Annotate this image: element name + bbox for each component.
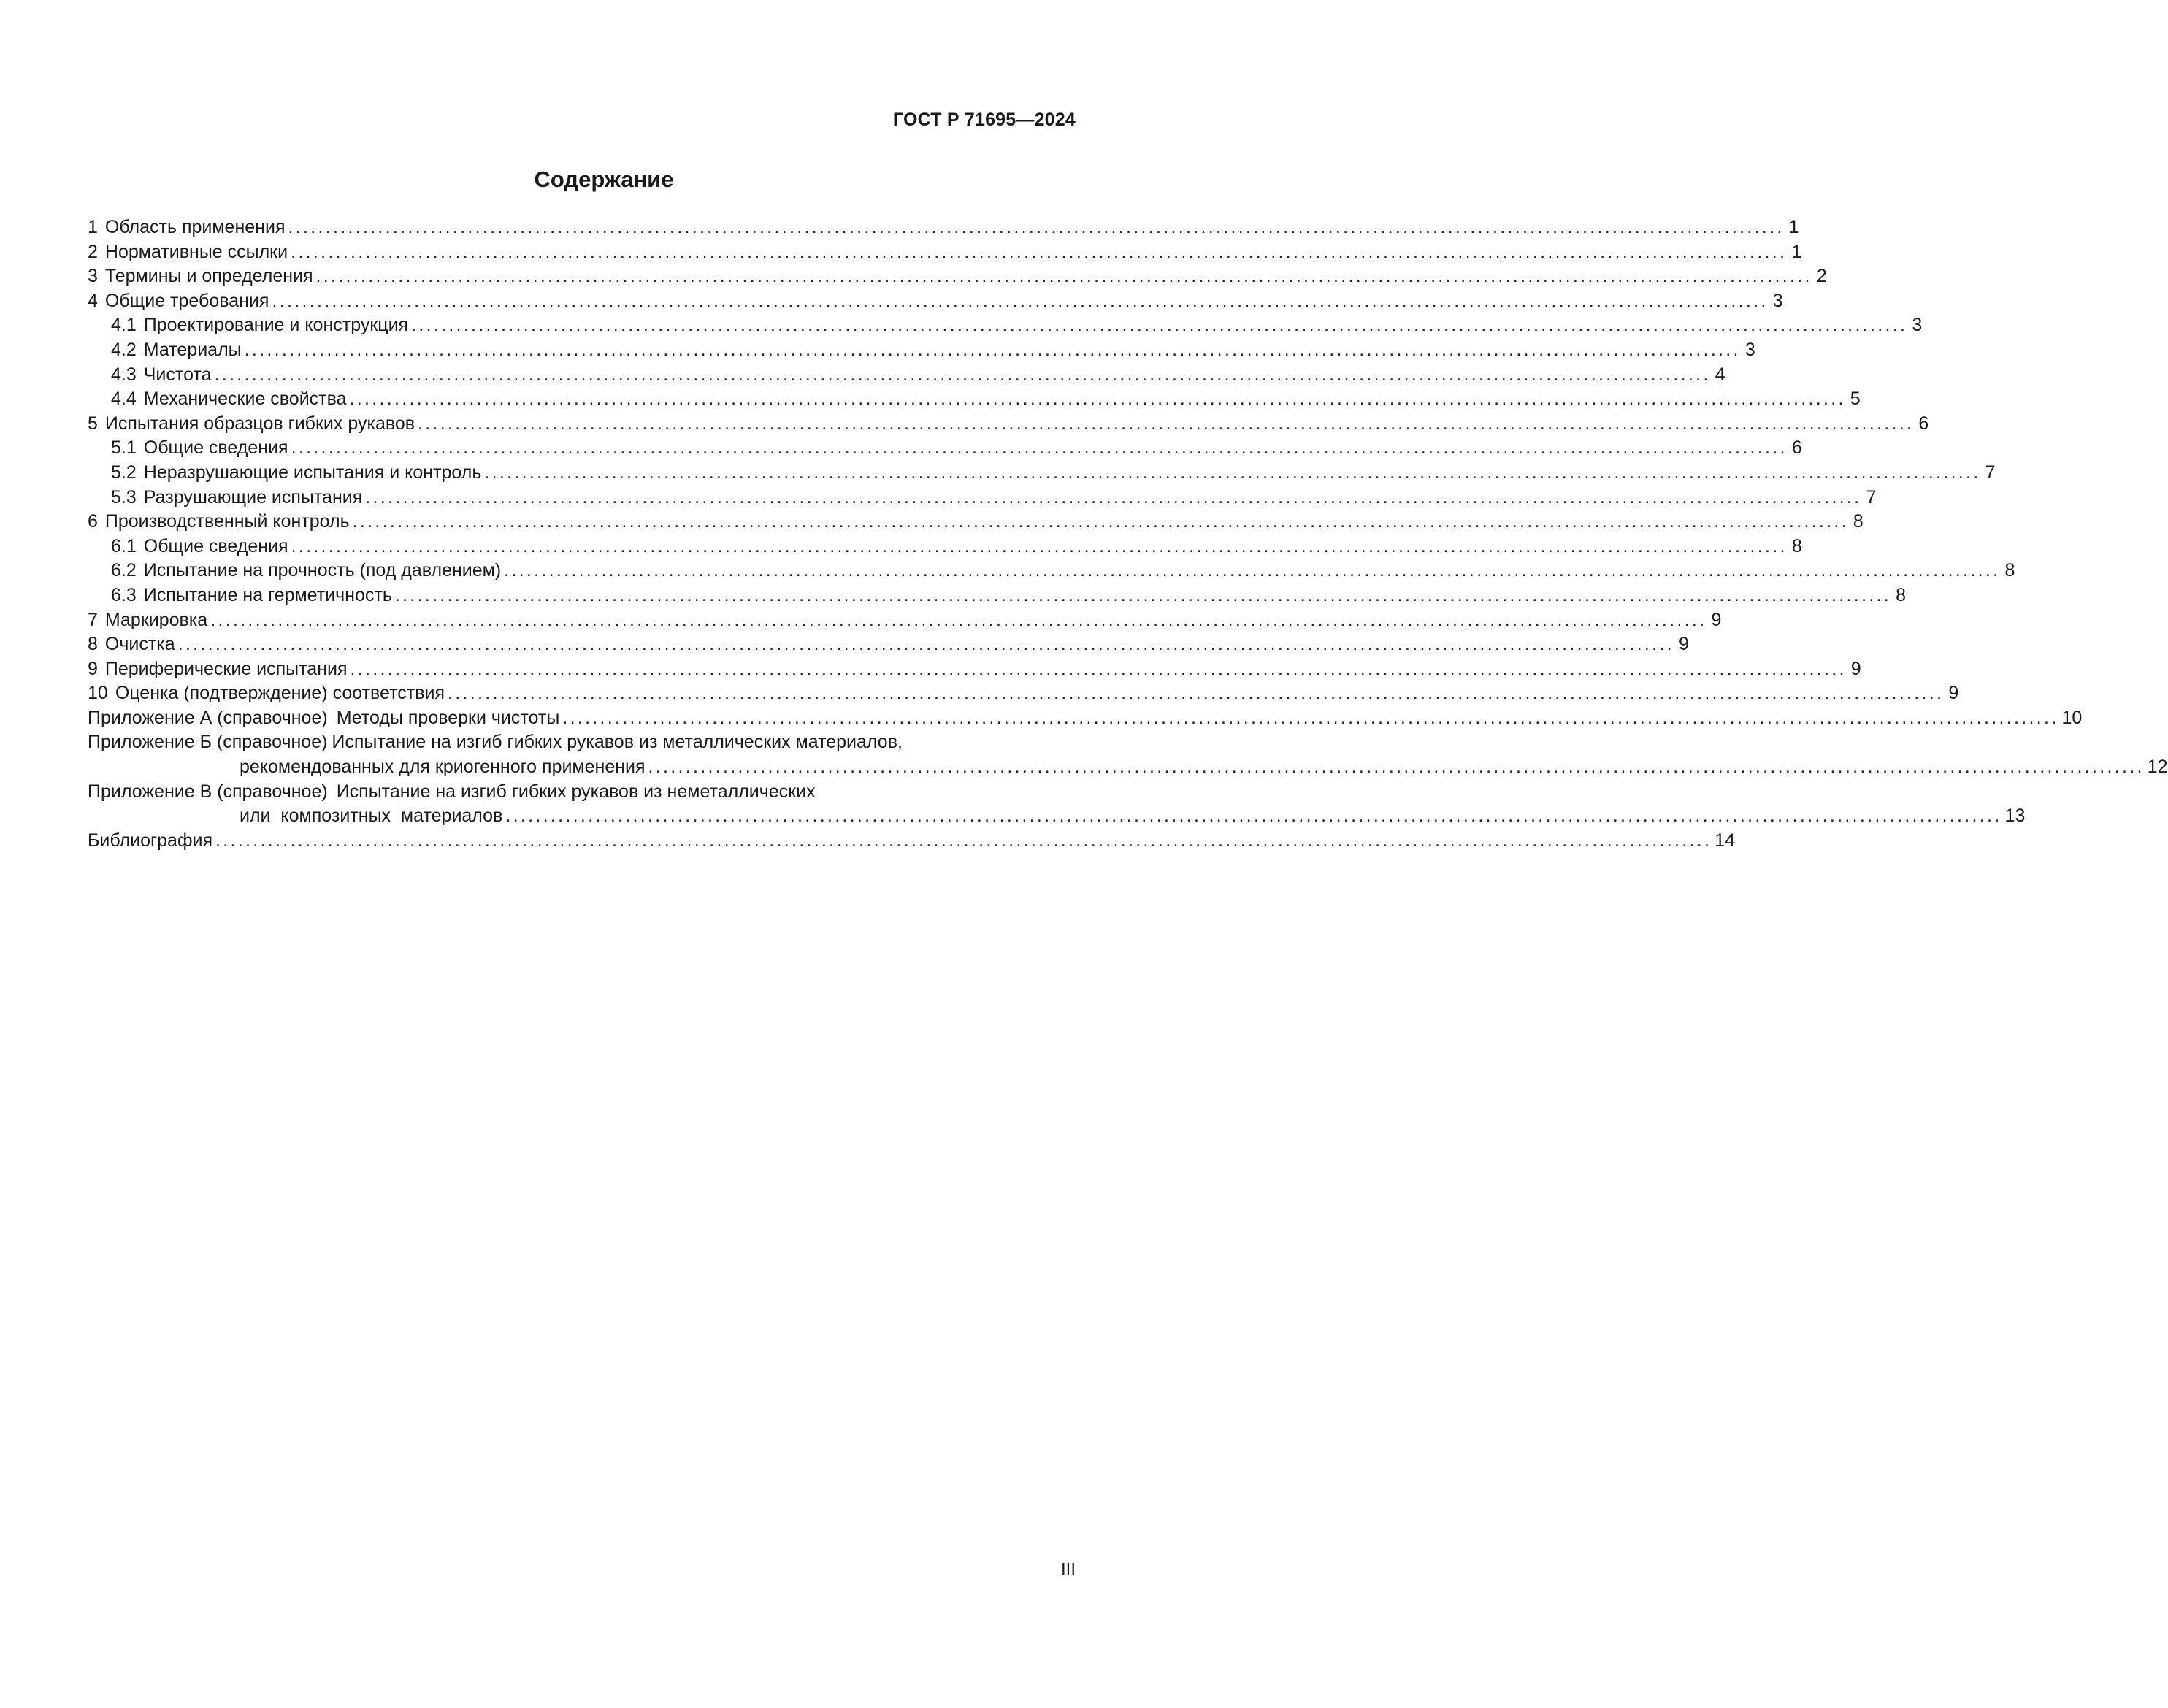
toc-entry-4-1[interactable] [88, 313, 1923, 338]
toc-entry-number: 5 [88, 413, 98, 434]
toc-entry-7[interactable] [88, 608, 1722, 633]
toc-entry-page: 9 [1850, 658, 1861, 679]
toc-entry-number: 4 [88, 290, 98, 311]
toc-entry-8[interactable] [88, 632, 1689, 657]
toc-entry-10[interactable] [88, 681, 1959, 706]
toc-entry-page: 3 [1772, 290, 1783, 311]
toc-entry-title-line1: Испытание на изгиб гибких рукавов из металлических материалов, [332, 732, 903, 753]
dot-leader: ........................................................................................................................................................................................................ [210, 609, 1707, 630]
toc-entry-page: 8 [1853, 511, 1864, 532]
toc-entry-title: Очистка [104, 634, 175, 655]
toc-entry-title: Неразрушающие испытания и контроль [143, 462, 482, 483]
toc-entry-page: 9 [1711, 609, 1722, 630]
toc-entry-title-line2: рекомендованных для криогенного применения [240, 757, 646, 778]
table-of-contents [88, 215, 2168, 853]
dot-leader: ........................................................................................................................................................................................................ [484, 462, 1981, 483]
toc-entry-title: Периферические испытания [104, 658, 348, 679]
toc-entry-title: Разрушающие испытания [143, 486, 363, 508]
dot-leader: ........................................................................................................................................................................................................ [394, 584, 1892, 605]
toc-entry-title: Испытание на герметичность [143, 584, 392, 605]
toc-entry-number: 6.3 [111, 584, 137, 605]
toc-entry-3[interactable] [88, 264, 1827, 289]
document-code: ГОСТ Р 71695—2024 [892, 110, 1076, 130]
dot-leader: ........................................................................................................................................................................................................ [288, 217, 1785, 237]
toc-entry-page: 9 [1678, 634, 1689, 655]
toc-entry-title-line2: или композитных материалов [240, 805, 503, 827]
dot-leader: ........................................................................................................................................................................................................ [349, 388, 1846, 410]
dot-leader: ........................................................................................................................................................................................................ [504, 560, 2001, 581]
dot-leader: ........................................................................................................................................................................................................ [291, 241, 1788, 262]
dot-leader: ........................................................................................................................................................................................................ [418, 413, 1915, 434]
toc-entry-number: 6.2 [111, 560, 137, 581]
dot-leader: ........................................................................................................................................................................................................ [291, 535, 1788, 556]
dot-leader: ........................................................................................................................................................................................................ [365, 486, 1862, 508]
toc-entry-page: 7 [1866, 486, 1877, 508]
toc-entry-title: Чистота [143, 364, 212, 385]
dot-leader: ........................................................................................................................................................................................................ [648, 757, 2145, 778]
toc-entry-title: Испытание на прочность (под давлением) [143, 560, 502, 581]
toc-entry-title: Материалы [143, 339, 242, 360]
toc-entry-5[interactable] [88, 412, 1929, 437]
toc-entry-number: 7 [88, 609, 98, 630]
dot-leader: ........................................................................................................................................................................................................ [291, 437, 1788, 459]
dot-leader: ........................................................................................................................................................................................................ [562, 707, 2059, 728]
toc-entry-page: 3 [1744, 339, 1755, 360]
toc-entry-title: Маркировка [104, 609, 208, 630]
toc-entry-number: 1 [88, 217, 98, 237]
page-number: III [1060, 1560, 1076, 1579]
dot-leader: ........................................................................................................................................................................................................ [215, 830, 1712, 851]
toc-entry-title: Нормативные ссылки [104, 241, 288, 262]
dot-leader: ........................................................................................................................................................................................................ [411, 315, 1908, 336]
toc-entry-title: Общие сведения [143, 437, 288, 459]
toc-entry-title: Термины и определения [104, 266, 313, 287]
dot-leader: ........................................................................................................................................................................................................ [177, 634, 1674, 655]
dot-leader: ........................................................................................................................................................................................................ [505, 805, 2002, 827]
toc-entry-4[interactable] [88, 289, 1783, 314]
appendix-label: Приложение В (справочное) [88, 781, 328, 802]
toc-entry-number: 5.3 [111, 486, 137, 508]
toc-entry-title: Механические свойства [143, 388, 347, 410]
toc-appendix-b[interactable] [88, 730, 2168, 779]
toc-entry-number: 3 [88, 266, 98, 287]
toc-entry-page: 6 [1791, 437, 1802, 459]
toc-entry-page: 8 [1896, 584, 1907, 605]
toc-entry-page: 2 [1816, 266, 1827, 287]
toc-entry-1[interactable] [88, 215, 1799, 240]
dot-leader: ........................................................................................................................................................................................................ [214, 364, 1711, 385]
toc-entry-title: Общие сведения [143, 535, 288, 556]
toc-entry-number: 4.4 [111, 388, 137, 410]
dot-leader: ........................................................................................................................................................................................................ [350, 658, 1847, 679]
toc-entry-number: 6 [88, 511, 98, 532]
toc-entry-page: 13 [2004, 805, 2026, 827]
toc-entry-title: Проектирование и конструкция [143, 315, 409, 336]
toc-entry-number: 4.2 [111, 339, 137, 360]
toc-entry-number: 9 [88, 658, 98, 679]
toc-entry-page: 8 [2004, 560, 2015, 581]
dot-leader: ........................................................................................................................................................................................................ [352, 511, 1849, 532]
toc-entry-page: 14 [1715, 830, 1736, 851]
toc-entry-title: Испытания образцов гибких рукавов [104, 413, 415, 434]
dot-leader: ........................................................................................................................................................................................................ [448, 683, 1945, 704]
toc-entry-title: Общие требования [104, 290, 269, 311]
toc-entry-number: 5.1 [111, 437, 137, 459]
dot-leader: ........................................................................................................................................................................................................ [244, 339, 1741, 360]
toc-appendix-v[interactable] [88, 780, 2026, 829]
toc-entry-page: 5 [1850, 388, 1861, 410]
toc-entry-9[interactable] [88, 657, 1861, 682]
toc-entry-page: 9 [1948, 683, 1959, 704]
toc-entry-title-line1: Испытание на изгиб гибких рукавов из неметаллических [336, 781, 816, 802]
appendix-label: Приложение А (справочное) [88, 707, 328, 728]
toc-entry-title: Библиография [88, 830, 213, 851]
toc-entry-2[interactable] [88, 240, 1802, 265]
toc-entry-page: 7 [1985, 462, 1996, 483]
toc-entry-6[interactable] [88, 510, 1864, 535]
toc-entry-title: Методы проверки чистоты [336, 707, 560, 728]
toc-entry-title: Производственный контроль [104, 511, 350, 532]
toc-entry-page: 1 [1791, 241, 1802, 262]
toc-title: Содержание [534, 166, 674, 192]
toc-entry-number: 10 [88, 683, 108, 704]
toc-entry-page: 6 [1918, 413, 1929, 434]
toc-entry-page: 3 [1912, 315, 1923, 336]
toc-entry-number: 4.1 [111, 315, 137, 336]
toc-entry-6-3[interactable] [88, 583, 1907, 608]
toc-entry-4-2[interactable] [88, 338, 1755, 363]
toc-entry-4-4[interactable] [88, 387, 1861, 412]
dot-leader: ........................................................................................................................................................................................................ [315, 266, 1812, 287]
toc-entry-title: Область применения [104, 217, 286, 237]
toc-entry-number: 6.1 [111, 535, 137, 556]
toc-entry-6-1[interactable] [88, 535, 1802, 559]
toc-entry-page: 1 [1788, 217, 1799, 237]
appendix-label: Приложение Б (справочное) [88, 732, 328, 753]
toc-entry-5-1[interactable] [88, 436, 1802, 461]
toc-entry-page: 8 [1791, 535, 1802, 556]
toc-entry-5-2[interactable] [88, 461, 1996, 486]
toc-entry-number: 4.3 [111, 364, 137, 385]
toc-entry-4-3[interactable] [88, 363, 1725, 388]
dot-leader: ........................................................................................................................................................................................................ [272, 290, 1769, 311]
toc-entry-number: 2 [88, 241, 98, 262]
toc-entry-page: 12 [2147, 757, 2168, 778]
toc-appendix-a[interactable] [88, 706, 2083, 731]
toc-entry-6-2[interactable] [88, 559, 2015, 583]
toc-entry-page: 4 [1715, 364, 1725, 385]
toc-entry-number: 5.2 [111, 462, 137, 483]
toc-bibliography[interactable] [88, 829, 1736, 854]
toc-entry-page: 10 [2061, 707, 2083, 728]
toc-entry-number: 8 [88, 634, 98, 655]
toc-entry-title: Оценка (подтверждение) соответствия [115, 683, 445, 704]
toc-entry-5-3[interactable] [88, 486, 1877, 510]
